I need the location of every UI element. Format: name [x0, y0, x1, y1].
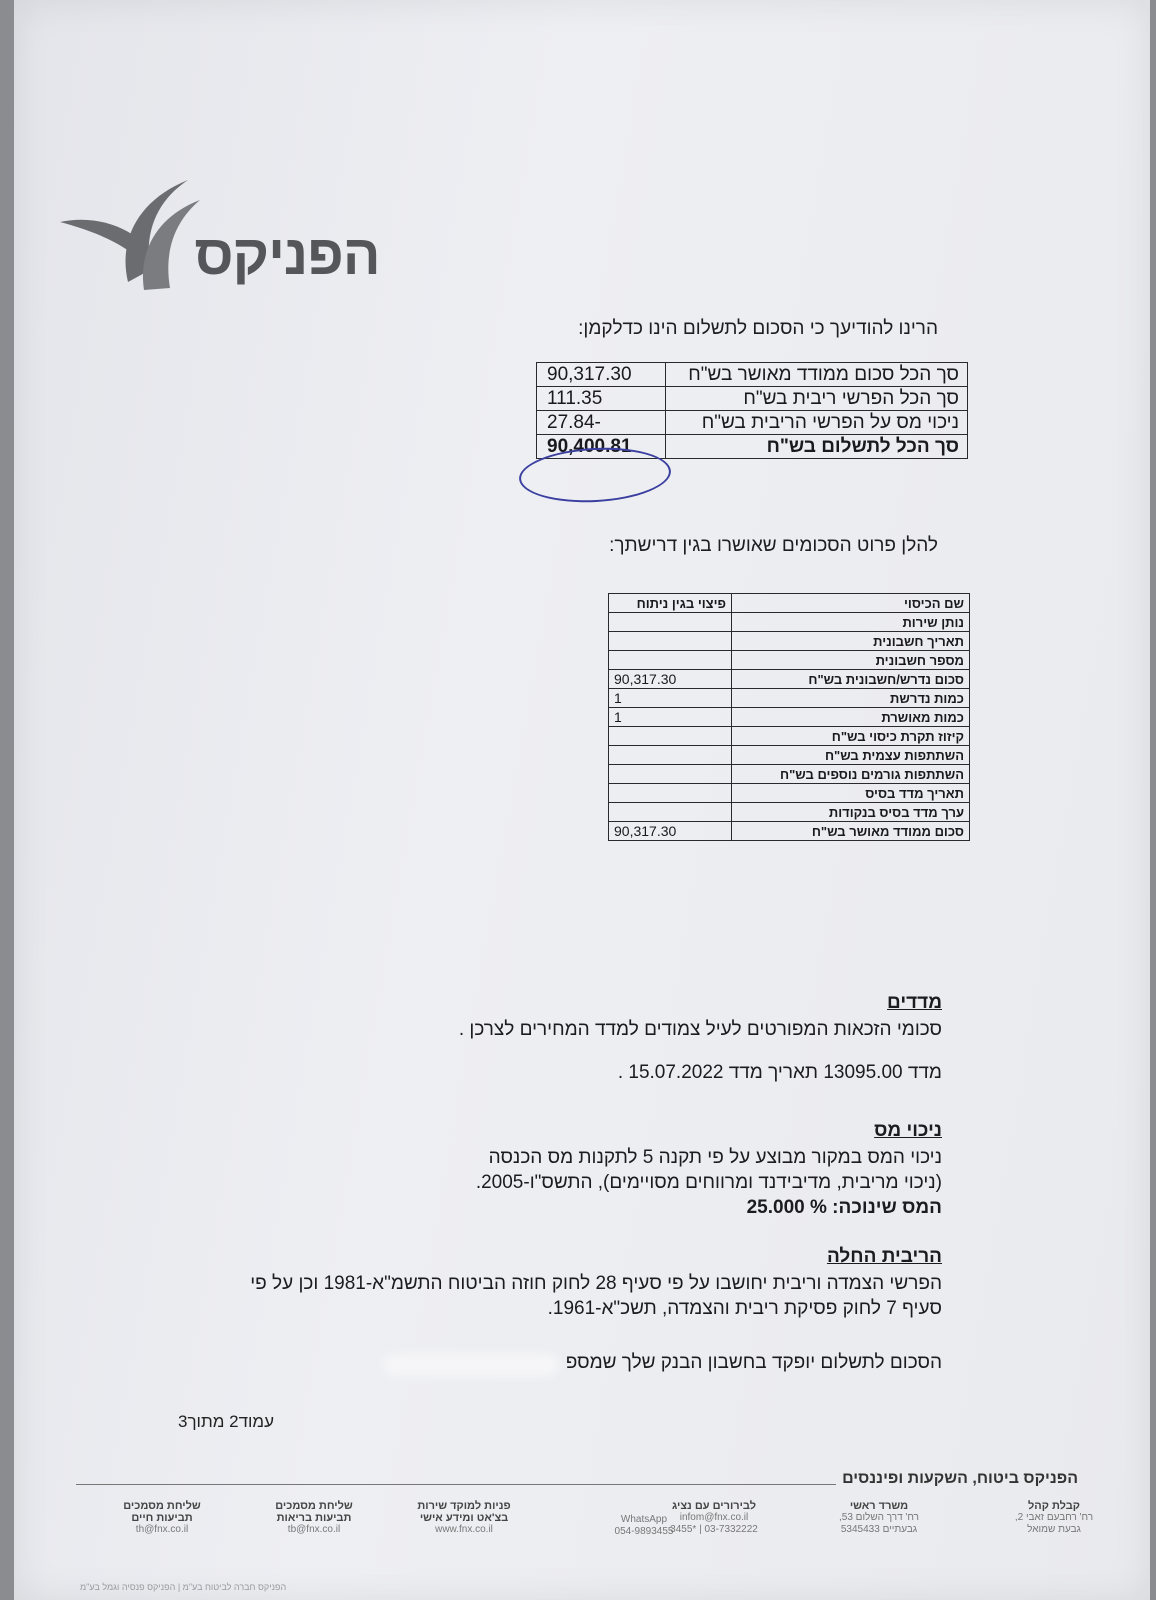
footer-col-title: פניות למוקד שירות [417, 1500, 511, 1512]
row-value: 90,317.30 [609, 822, 732, 841]
footer-contacts [74, 1500, 1104, 1550]
row-label: נותן שירות [732, 613, 970, 632]
footer-col-title: קבלת קהל [1028, 1500, 1080, 1512]
interest-heading: הריבית החלה [826, 1246, 942, 1267]
footer-col-line: גבעת שמואל [1027, 1524, 1081, 1535]
footer-col-head-office [809, 1500, 949, 1536]
row-label: סכום נדרש/חשבונית בש"ח [732, 670, 970, 689]
summary-row [537, 363, 968, 387]
summary-row [537, 387, 968, 411]
footer-col-title: שליחת מסמכים [123, 1500, 201, 1512]
payment-note: הסכום לתשלום יופקד בחשבון הבנק שלך שמספ [565, 1352, 942, 1373]
footer-col-line: בצ'אט ומידע אישי [419, 1512, 509, 1524]
details-table [608, 593, 970, 841]
row-value [609, 765, 732, 784]
footer-col-service [394, 1500, 534, 1536]
table-row [609, 632, 970, 651]
summary-value: 111.35 [537, 387, 666, 411]
table-row [609, 784, 970, 803]
tax-line-2: (ניכוי מריבית, מדיבידנד ומרווחים מסויימים), התשס"ו-2005. [475, 1172, 942, 1193]
footer-legal: הפניקס חברה לביטוח בע"מ | הפניקס פנסיה וגמל בע"מ [80, 1582, 287, 1592]
footer-col-line: תביעות בריאות [276, 1512, 352, 1524]
interest-line-1: הפרשי הצמדה וריבית יחושבו על פי סעיף 28 לחוק חוזה הביטוח התשמ"א-1981 וכן על פי [250, 1273, 942, 1294]
row-label: כמות נדרשת [732, 689, 970, 708]
summary-value: 90,317.30 [537, 363, 666, 387]
row-label: קיזוז תקרת כיסוי בש"ח [732, 727, 970, 746]
footer-col-reception [984, 1500, 1124, 1536]
footer-col-line: infom@fnx.co.il [679, 1512, 749, 1523]
summary-label: סך הכל סכום ממודד מאושר בש"ח [666, 363, 968, 387]
table-row [609, 765, 970, 784]
footer-col-life-claims [92, 1500, 232, 1536]
footer-col-line[interactable]: tb@fnx.co.il [287, 1524, 341, 1535]
table-row [609, 613, 970, 632]
row-value [609, 651, 732, 670]
row-value [609, 803, 732, 822]
table-row [609, 670, 970, 689]
table-row [609, 822, 970, 841]
row-value [609, 746, 732, 765]
table-row [609, 708, 970, 727]
summary-label: סך הכל הפרשי ריבית בש"ח [666, 387, 968, 411]
phoenix-logo-text: הפניקס [194, 223, 380, 286]
row-label: השתתפות גורמים נוספים בש"ח [732, 765, 970, 784]
index-line: מדד 13095.00 תאריך מדד 15.07.2022 . [617, 1062, 942, 1083]
summary-intro: הרינו להודיעך כי הסכום לתשלום הינו כדלקמן: [578, 318, 938, 339]
summary-label: ניכוי מס על הפרשי הריבית בש"ח [666, 411, 968, 435]
footer-col-line: רח' רחבעם זאבי 2, [1014, 1512, 1094, 1523]
row-value [609, 784, 732, 803]
details-header-label: שם הכיסוי [732, 594, 970, 613]
row-label: תאריך מדד בסיס [732, 784, 970, 803]
row-label: סכום ממודד מאושר בש"ח [732, 822, 970, 841]
tax-section [476, 1118, 942, 1220]
page-number: עמוד2 מתוך3 [178, 1412, 275, 1431]
row-value: 1 [609, 708, 732, 727]
interest-section [250, 1244, 942, 1321]
tax-heading: ניכוי מס [874, 1120, 942, 1141]
footer-col-line: תביעות חיים [131, 1512, 193, 1524]
row-value: 1 [609, 689, 732, 708]
redacted-account-number [384, 1354, 559, 1376]
table-row [609, 803, 970, 822]
footer-col-title: שליחת מסמכים [275, 1500, 353, 1512]
table-row [609, 689, 970, 708]
footer-col-line: 054-9893455 [614, 1526, 674, 1537]
table-row [609, 727, 970, 746]
details-header-value: פיצוי בגין ניתוח [609, 594, 732, 613]
footer-col-title: לבירורים עם נציג [671, 1500, 757, 1512]
row-value [609, 632, 732, 651]
details-intro: להלן פרוט הסכומים שאושרו בגין דרישתך: [609, 535, 938, 556]
table-row [609, 651, 970, 670]
footer-col-title: משרד ראשי [849, 1500, 909, 1512]
footer-col-health-claims [244, 1500, 384, 1536]
row-label: ערך מדד בסיס בנקודות [732, 803, 970, 822]
footer-company: הפניקס ביטוח, השקעות ופיננסים [842, 1470, 1078, 1487]
summary-total-label: סך הכל לתשלום בש"ח [666, 435, 968, 459]
interest-line-2: סעיף 7 לחוק פסיקת ריבית והצמדה, תשכ"א-1961. [547, 1298, 942, 1319]
footer-col-line: גבעתיים 5345433 [840, 1524, 918, 1535]
indices-text: סכומי הזכאות המפורטים לעיל צמודים למדד המחירים לצרכן . [458, 1019, 942, 1040]
row-value: 90,317.30 [609, 670, 732, 689]
summary-value: -27.84 [537, 411, 666, 435]
row-label: כמות מאושרת [732, 708, 970, 727]
summary-table [536, 362, 968, 459]
footer-col-line: 03-7332222 | *3455 [670, 1524, 758, 1535]
indices-section [459, 990, 942, 1085]
tax-line-1: ניכוי המס במקור מבוצע על פי תקנה 5 לתקנות מס הכנסה [488, 1147, 942, 1168]
footer-col-title: WhatsApp [620, 1514, 668, 1525]
details-header-row [609, 594, 970, 613]
footer-divider [76, 1484, 836, 1485]
row-label: השתתפות עצמית בש"ח [732, 746, 970, 765]
row-value [609, 613, 732, 632]
document-page [14, 0, 1150, 1600]
footer-col-line: רח' דרך השלום 53, [838, 1512, 920, 1523]
footer-col-whatsapp [599, 1514, 689, 1538]
summary-row [537, 411, 968, 435]
row-label: מספר חשבונית [732, 651, 970, 670]
footer-col-line[interactable]: www.fnx.co.il [435, 1524, 493, 1535]
table-row [609, 746, 970, 765]
tax-rate: המס שינוכה: % 25.000 [746, 1197, 942, 1218]
summary-total-value: 90,400.81 [537, 435, 666, 459]
indices-heading: מדדים [887, 992, 942, 1013]
row-value [609, 727, 732, 746]
row-label: תאריך חשבונית [732, 632, 970, 651]
footer-col-line[interactable]: th@fnx.co.il [135, 1524, 189, 1535]
